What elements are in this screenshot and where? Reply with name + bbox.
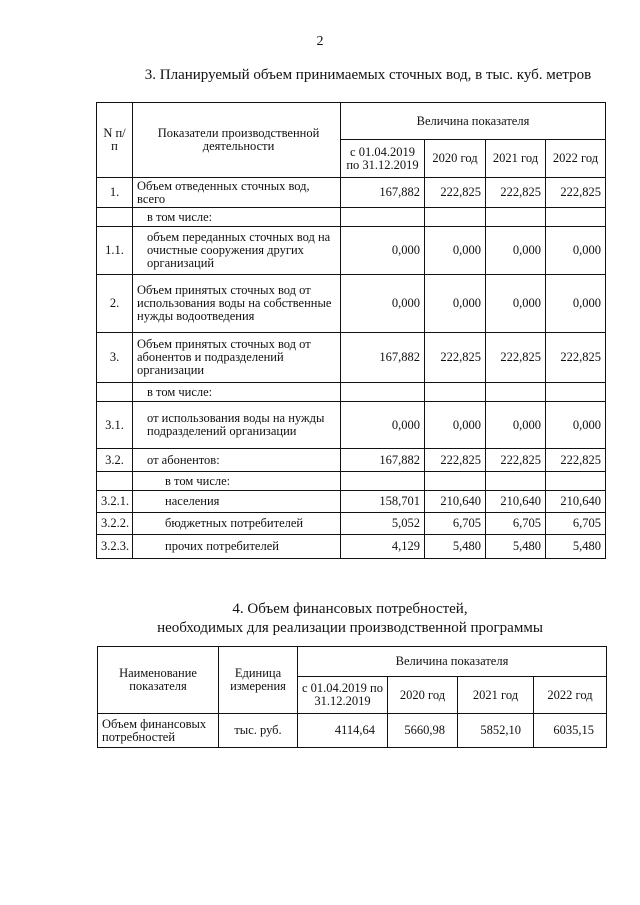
table-row xyxy=(97,472,606,491)
row-value: 0,000 xyxy=(486,402,546,449)
table-header-row xyxy=(97,103,606,140)
row-num: 3.2.3. xyxy=(97,535,133,559)
row-num: 3.1. xyxy=(97,402,133,449)
row-value: 0,000 xyxy=(425,275,486,333)
row-value: 5,052 xyxy=(341,513,425,535)
row-num: 1.1. xyxy=(97,227,133,275)
row-value: 222,825 xyxy=(486,333,546,383)
header-period-2022: 2022 год xyxy=(534,677,607,714)
row-value: 167,882 xyxy=(341,449,425,472)
row-value: 0,000 xyxy=(425,227,486,275)
row-value: 0,000 xyxy=(486,227,546,275)
row-value: 6,705 xyxy=(546,513,606,535)
table-header-row xyxy=(98,647,607,677)
row-num xyxy=(97,472,133,491)
row-value xyxy=(546,208,606,227)
row-value: 5,480 xyxy=(546,535,606,559)
header-period-2021: 2021 год xyxy=(458,677,534,714)
row-value xyxy=(486,383,546,402)
row-num: 3.2.2. xyxy=(97,513,133,535)
row-num: 3.2.1. xyxy=(97,491,133,513)
header-period-1: с 01.04.2019 по 31.12.2019 xyxy=(341,140,425,178)
header-period-2020: 2020 год xyxy=(425,140,486,178)
table-row xyxy=(98,714,607,748)
row-value: 167,882 xyxy=(341,178,425,208)
row-value xyxy=(425,208,486,227)
row-value: 0,000 xyxy=(486,275,546,333)
header-period-2022: 2022 год xyxy=(546,140,606,178)
row-num: 1. xyxy=(97,178,133,208)
row-value: 0,000 xyxy=(341,275,425,333)
table-row xyxy=(97,402,606,449)
row-value: 222,825 xyxy=(546,449,606,472)
table-row xyxy=(97,227,606,275)
row-value: 6,705 xyxy=(425,513,486,535)
row-value: 0,000 xyxy=(425,402,486,449)
row-indicator: бюджетных потребителей xyxy=(133,513,341,535)
table-row xyxy=(97,208,606,227)
header-unit: Единица измерения xyxy=(219,647,298,714)
row-value xyxy=(486,472,546,491)
row-value: 167,882 xyxy=(341,333,425,383)
header-period-1: с 01.04.2019 по 31.12.2019 xyxy=(298,677,388,714)
row-indicator: населения xyxy=(133,491,341,513)
row-num xyxy=(97,383,133,402)
header-period-2021: 2021 год xyxy=(486,140,546,178)
row-value xyxy=(341,383,425,402)
header-value-group: Величина показателя xyxy=(341,103,606,140)
row-value: 6,705 xyxy=(486,513,546,535)
table-row xyxy=(97,333,606,383)
row-value: 4114,64 xyxy=(298,714,388,748)
row-value: 5,480 xyxy=(425,535,486,559)
row-value: 222,825 xyxy=(546,178,606,208)
row-indicator: от абонентов: xyxy=(133,449,341,472)
row-indicator: Объем отведенных сточных вод, всего xyxy=(133,178,341,208)
row-value xyxy=(341,472,425,491)
row-indicator: Объем финансовых потребностей xyxy=(98,714,219,748)
row-num: 2. xyxy=(97,275,133,333)
row-num: 3. xyxy=(97,333,133,383)
table-row xyxy=(97,178,606,208)
header-indicator: Показатели производственной деятельности xyxy=(133,103,341,178)
header-period-2020: 2020 год xyxy=(388,677,458,714)
row-value xyxy=(546,383,606,402)
row-value: 6035,15 xyxy=(534,714,607,748)
row-value: 4,129 xyxy=(341,535,425,559)
section-4-title xyxy=(95,600,605,638)
row-indicator: в том числе: xyxy=(133,208,341,227)
row-value xyxy=(546,472,606,491)
header-value-group: Величина показателя xyxy=(298,647,607,677)
wastewater-volume-table xyxy=(96,102,606,559)
section-3-title: 3. Планируемый объем принимаемых сточных вод, в тыс. куб. метров xyxy=(144,67,592,83)
section-4-title-line-1: 4. Объем финансовых потребностей, xyxy=(232,601,468,617)
row-value: 222,825 xyxy=(546,333,606,383)
table-row xyxy=(97,449,606,472)
row-value: 0,000 xyxy=(546,402,606,449)
row-value: 0,000 xyxy=(341,402,425,449)
table-row xyxy=(97,513,606,535)
row-indicator: Объем принятых сточных вод от использования воды на собственные нужды водоотведения xyxy=(133,275,341,333)
row-value: 5,480 xyxy=(486,535,546,559)
row-value: 210,640 xyxy=(546,491,606,513)
row-value: 210,640 xyxy=(486,491,546,513)
header-num: N п/п xyxy=(97,103,133,178)
row-value: 222,825 xyxy=(425,333,486,383)
row-value: 222,825 xyxy=(425,449,486,472)
row-value: 222,825 xyxy=(425,178,486,208)
row-value: 0,000 xyxy=(341,227,425,275)
header-indicator-name: Наименование показателя xyxy=(98,647,219,714)
row-value: 5660,98 xyxy=(388,714,458,748)
row-indicator: Объем принятых сточных вод от абонентов и подразделений организации xyxy=(133,333,341,383)
row-value xyxy=(425,472,486,491)
table-row xyxy=(97,275,606,333)
financial-needs-table xyxy=(97,646,607,748)
table-row xyxy=(97,491,606,513)
row-value: 210,640 xyxy=(425,491,486,513)
row-indicator: в том числе: xyxy=(133,383,341,402)
table-row xyxy=(97,383,606,402)
row-indicator: прочих потребителей xyxy=(133,535,341,559)
row-unit: тыс. руб. xyxy=(219,714,298,748)
row-value: 5852,10 xyxy=(458,714,534,748)
row-value: 0,000 xyxy=(546,275,606,333)
section-4-title-line-2: необходимых для реализации производственной программы xyxy=(157,620,543,636)
page-number: 2 xyxy=(316,34,324,49)
row-indicator: объем переданных сточных вод на очистные сооружения других организаций xyxy=(133,227,341,275)
table-row xyxy=(97,535,606,559)
row-value xyxy=(486,208,546,227)
row-value: 0,000 xyxy=(546,227,606,275)
row-value: 222,825 xyxy=(486,449,546,472)
row-value xyxy=(425,383,486,402)
row-indicator: в том числе: xyxy=(133,472,341,491)
row-num xyxy=(97,208,133,227)
row-value: 222,825 xyxy=(486,178,546,208)
row-value xyxy=(341,208,425,227)
row-value: 158,701 xyxy=(341,491,425,513)
row-num: 3.2. xyxy=(97,449,133,472)
row-indicator: от использования воды на нужды подразделений организации xyxy=(133,402,341,449)
